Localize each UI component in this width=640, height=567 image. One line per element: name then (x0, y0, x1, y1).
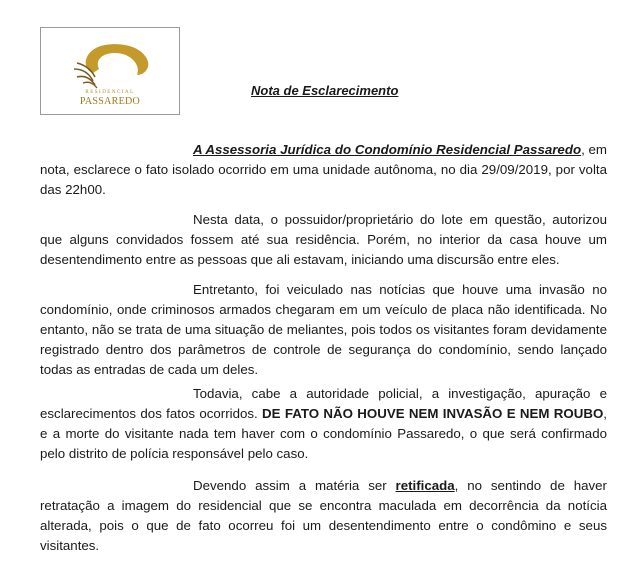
paragraph-4-after: , e a morte do visitante nada tem haver com o condomínio Passaredo, o que será confirmado pelo distrito de polícia responsável pelo caso. (40, 406, 607, 461)
paragraph-5-emphasis: retificada (395, 478, 455, 493)
logo-subtitle: RESIDENCIAL (85, 90, 135, 95)
bird-logo-icon (71, 39, 151, 91)
document-title: Nota de Esclarecimento (251, 83, 399, 98)
paragraph-4 (40, 384, 607, 464)
paragraph-2: Nesta data, o possuidor/proprietário do lote em questão, autorizou que alguns convidados fossem até sua residência. Porém, no interior da casa houve um desentendimento entre as pessoas que ali estavam, iniciando uma discursão entre eles. (40, 212, 607, 267)
paragraph-1-lead: A Assessoria Jurídica do Condomínio Residencial Passaredo (193, 142, 582, 157)
paragraph-3: Entretanto, foi veiculado nas notícias que houve uma invasão no condomínio, onde criminosos armados chegaram em um veículo de placa não identificada. No entanto, não se trata de uma situação de meliantes, pois todos os visitantes foram devidamente registrado dentro dos parâmetros de controle de segurança do condomínio, sendo lançado todas as entradas de cada um deles. (40, 282, 607, 377)
paragraph-5-after: , no sentindo de haver retratação a imagem do residencial que se encontra maculada em decorrência da notícia alterada, pois o que de fato ocorreu foi um desentendimento entre o condômino e seus visitantes. (40, 478, 607, 553)
paragraph-4-emphasis: DE FATO NÃO HOUVE NEM INVASÃO E NEM ROUBO (262, 406, 604, 421)
paragraph-4-before: Todavia, cabe a autoridade policial, a investigação, apuração e esclarecimentos dos fatos ocorridos. (40, 386, 607, 421)
paragraph-1 (40, 140, 607, 200)
paragraph-5-before: Devendo assim a matéria ser (193, 478, 396, 493)
paragraph-1-rest: , em nota, esclarece o fato isolado ocorrido em uma unidade autônoma, no dia 29/09/2019, por volta das 22h00. (40, 142, 607, 197)
paragraph-5 (40, 476, 607, 556)
logo-box (40, 27, 180, 115)
logo-name: PASSAREDO (79, 96, 141, 107)
